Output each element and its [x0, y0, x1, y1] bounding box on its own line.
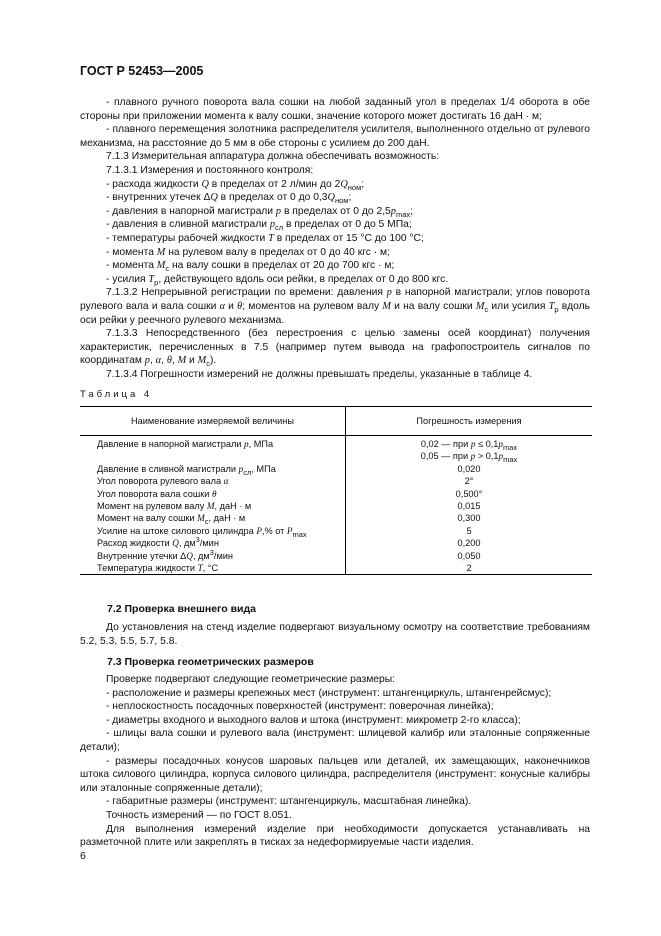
table-cell: 5: [346, 525, 593, 537]
list-item: - расположение и размеры крепежных мест (инструмент: штангенциркуль, штангенрейсмус);: [106, 687, 552, 699]
page-number: 6: [80, 850, 86, 862]
paragraph: Для выполнения измерений изделие при необходимости допускается устанавливать на разметочной плите или закреплять в тисках за недеформируемые части изделия.: [80, 823, 590, 849]
table-cell: 0,015: [346, 500, 593, 512]
table-cell: Момент на валу сошки $M_с$, даН · м: [97, 513, 246, 527]
paragraph: - плавного перемещения золотника распределителя усилителя, выполненного отдельно от рулевого механизма, на расстояние до 5 мм в обе стороны с усилием до 200 даН.: [80, 124, 590, 149]
table-cell: 0,050: [346, 550, 593, 562]
list-item: - давления в напорной магистрали p в пределах от 0 до $2,5p_{max}$;: [106, 205, 413, 219]
table-cell: Расход жидкости Q, $дм^3$/мин: [97, 535, 219, 549]
list-item: - диаметры входного и выходного валов и штока (инструмент: микрометр 2-го класса);: [106, 714, 521, 726]
list-item: - усилия $T_р$, действующего вдоль оси рейки, в пределах от 0 до 800 кгс.: [106, 273, 449, 287]
table-cell: Температура жидкости T, °С: [80, 562, 346, 575]
paragraph: - плавного ручного поворота вала сошки на любой заданный угол в пределах 1/4 оборота в обе стороны при приложении момента к валу сошки, значение которого может достигать 16 даН · м;: [80, 97, 590, 122]
list-item: - расхода жидкости Q в пределах от 2 л/мин до $2Q_{ном}$;: [106, 178, 365, 192]
list-item: - температуры рабочей жидкости T в пределах от 15 °С до 100 °С;: [106, 232, 424, 244]
paragraph: 7.1.3.2 Непрерывной регистрации по времени: давления p в напорной магистрали; углов поворота рулевого вала и вала сошки α и θ; моментов на рулевом валу M и на валу сошки $M_с$ или усилия $T_р$ вдоль оси рейки у реечного рулевого механизма.: [80, 287, 590, 326]
paragraph: 7.1.3.4 Погрешности измерений не должны превышать пределы, указанные в таблице 4.: [106, 368, 533, 380]
section-7-2-text: [80, 621, 590, 648]
table-cell: Усилие на штоке силового цилиндра P,% от $P_{max}$: [97, 525, 307, 539]
table-row: [80, 525, 592, 537]
table-row: [80, 562, 592, 575]
table-cell: 0,200: [346, 537, 593, 549]
table-row: [80, 488, 592, 500]
table-cell: Давление в сливной магистрали $p_{сл}$, МПа: [97, 463, 276, 477]
table-4: [80, 406, 592, 575]
table-cell: 2: [346, 562, 593, 575]
table-cell: Внутренние утечки ΔQ, $дм^3$/мин: [97, 547, 233, 561]
list-item: - шлицы вала сошки и рулевого вала (инструмент: шлицевой калибр или эталонные сопряженные детали);: [80, 728, 590, 753]
table-cell: 0,500°: [346, 488, 593, 500]
table-cell: Момент на рулевом валу M, даН · м: [97, 501, 252, 512]
list-item: - момента M на рулевом валу в пределах от 0 до 40 кгс · м;: [106, 246, 390, 258]
section-7-3-title: 7.3 Проверка геометрических размеров: [107, 656, 314, 668]
table-header-row: [80, 407, 592, 436]
list-item: - давления в сливной магистрали $p_{сл}$ в пределах от 0 до 5 МПа;: [106, 219, 412, 233]
paragraph: 7.1.3.3 Непосредственного (без перестроения с целью замены осей координат) получения характеристик, перечисленных в 7.5 (например путем вывода на графопостроитель сигналов по координатам p, α, θ, M и $M_с$).: [80, 328, 590, 369]
paragraph: 7.1.3.1 Измерения и постоянного контроля:: [106, 164, 314, 176]
list-item: - размеры посадочных конусов шаровых пальцев или деталей, их замещающих, наконечников штока силового цилиндра, корпуса силового цилиндра, распределителя (инструмент: конусные калибры или эталонные сопряженные детали);: [80, 755, 590, 794]
list-item: - габаритные размеры (инструмент: штангенциркуль, масштабная линейка).: [106, 796, 472, 808]
section-7-3-text: [80, 673, 590, 850]
list-item: - момента $M_с$ на валу сошки в пределах от 20 до 700 кгс · м;: [106, 260, 395, 274]
column-header: Наименование измеряемой величины: [80, 407, 346, 436]
table-row: [80, 475, 592, 487]
document-header: ГОСТ Р 52453—2005: [80, 64, 204, 78]
table-cell: 0,020: [346, 463, 593, 475]
list-item: - неплоскостность посадочных поверхностей (инструмент: поверочная линейка);: [106, 701, 494, 713]
table-cell: 0,02 — при $p \le 0,1p_{max}$ 0,05 — при $p > 0,1p_{max}$: [346, 436, 593, 463]
table-row: [80, 537, 592, 549]
table-cell: Угол поворота вала сошки θ: [97, 488, 217, 499]
table-row: [80, 550, 592, 562]
paragraph: Точность измерений — по ГОСТ 8.051.: [106, 809, 292, 821]
paragraph: До установления на стенд изделие подвергают визуальному осмотру на соответствие требованиям 5.2, 5.3, 5.5, 5.7, 5.8.: [80, 622, 590, 647]
table-row: [80, 500, 592, 512]
column-header: Погрешность измерения: [346, 407, 593, 436]
paragraph: Проверке подвергают следующие геометрические размеры:: [106, 674, 396, 685]
section-7-1-3-text: [80, 96, 590, 381]
table-cell: Угол поворота рулевого вала α: [97, 476, 229, 487]
table-caption: Таблица 4: [80, 389, 153, 400]
list-item: - внутренних утечек ΔQ в пределах от 0 до $0,3Q_{ном}$;: [106, 192, 352, 206]
paragraph: 7.1.3 Измерительная аппаратура должна обеспечивать возможность:: [106, 151, 440, 163]
section-7-2-title: 7.2 Проверка внешнего вида: [107, 603, 257, 615]
table-row: [80, 463, 592, 475]
table-row: [80, 436, 592, 463]
table-cell: Давление в напорной магистрали p, МПа: [97, 439, 274, 449]
table-row: [80, 512, 592, 524]
table-cell: 2°: [346, 475, 593, 487]
table-cell: 0,300: [346, 512, 593, 524]
